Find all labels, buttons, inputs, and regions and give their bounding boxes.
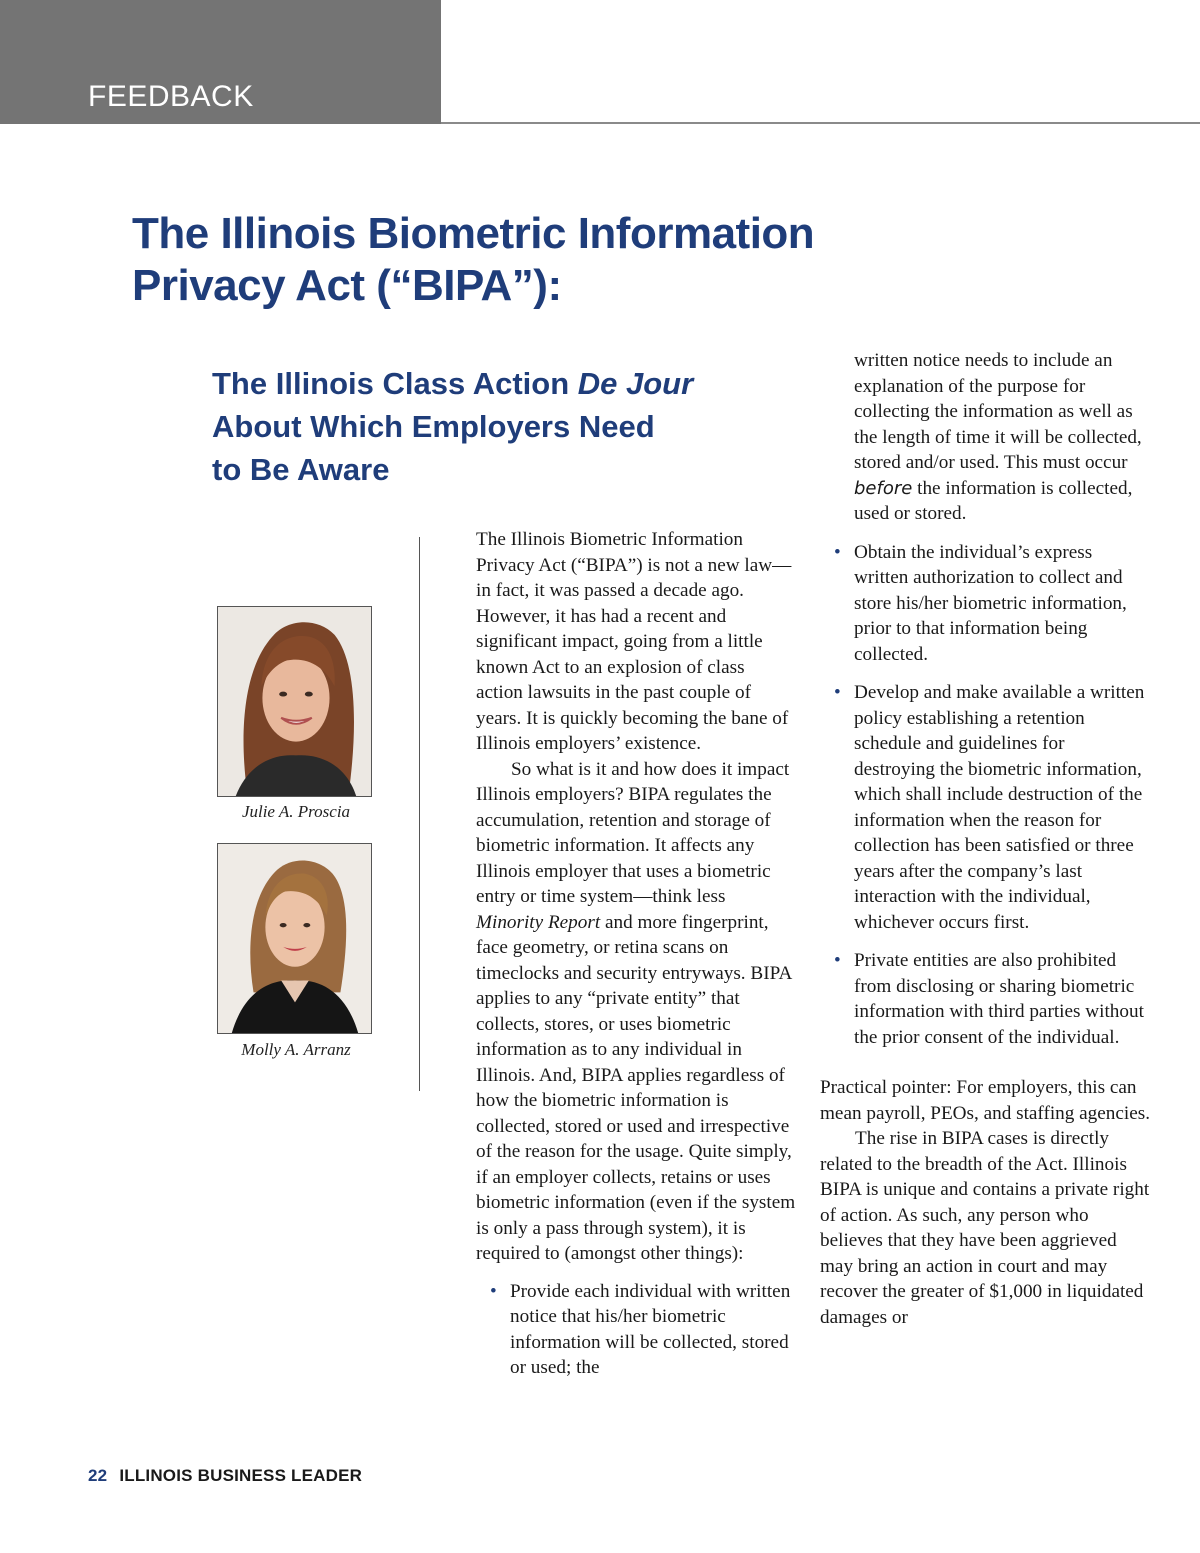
publication-name: ILLINOIS BUSINESS LEADER [119,1466,363,1485]
bullet-1-cont-part-a: written notice needs to include an explanation of the purpose for collecting the information as well as the length of time it will be collected, stored and/or used. This must occur [854,350,1142,473]
practical-pointer: Practical pointer: For employers, this can mean payroll, PEOs, and staffing agencies. [820,1077,1151,1124]
page-number: 22 [88,1466,108,1485]
paragraph-2-part-a: So what is it and how does it impact Illinois employers? BIPA regulates the accumulation, retention and storage of biometric information. It affects any Illinois employer that uses a biometric entry or time system—think less [476,758,790,907]
author-caption-1: Julie A. Proscia [241,802,351,821]
subtitle-part-a: The Illinois Class Action [212,366,578,401]
section-label: FEEDBACK [88,80,254,113]
body-paragraph-3: The rise in BIPA cases is directly related to the breadth of the Act. Illinois BIPA is unique and contains a private right of action. As such, any person who believes that they have been aggrieved may bring an action in court and may recover the greater of $1,000 in liquidated damages or [820,1128,1150,1328]
bullet-1-continuation [820,348,1150,527]
requirements-list [476,1279,796,1381]
header-rule [441,122,1200,124]
bullet-1-cont-emphasis: before [854,477,913,499]
subtitle-emphasis: De Jour [577,366,694,401]
body-paragraph-2 [476,757,796,1267]
article-subtitle [212,362,772,491]
list-item: • Private entities are also prohibited from disclosing or sharing biometric information with third parties without the prior consent of the individual. [854,948,1150,1050]
body-paragraph-1: The Illinois Biometric Information Privacy Act (“BIPA”) is not a new law—in fact, it was passed a decade ago. However, it has had a recent and significant impact, going from a little known Act to an explosion of class action lawsuits in the past couple of years. It is quickly becoming the bane of Illinois employers’ existence. [476,529,792,754]
title-line-1: The Illinois Biometric Information [132,209,815,258]
page-footer [88,1466,362,1486]
subtitle-part-b: About Which Employers Need [212,409,655,444]
title-line-2: Privacy Act (“BIPA”): [132,261,562,310]
author-photo-arranz [217,843,372,1034]
requirements-list-continued [820,540,1150,1051]
article-title [132,208,892,312]
body-column-2 [820,348,1150,1330]
author-caption-2: Molly A. Arranz [241,1040,351,1059]
list-item: • Provide each individual with written notice that his/her biometric information will be collected, stored or used; the [510,1279,796,1381]
body-column-1 [476,527,796,1381]
paragraph-2-part-b: and more fingerprint, face geometry, or retina scans on timeclocks and security entryways. BIPA applies to any “private entity” that collects, stores, or uses biometric information as to any individual in Illinois. And, BIPA applies regardless of how the biometric information is collected, stored or used and irrespective of the reason for the usage. Quite simply, if an employer collects, retains or uses biometric information (even if the system is only a pass through system), it is required to (amongst other things): [476,911,796,1264]
list-item: • Develop and make available a written policy establishing a retention schedule and guidelines for destroying the biometric information, which shall include destruction of the information when the reason for collection has been satisfied or three years after the company’s last interaction with the individual, whichever occurs first. [854,680,1150,935]
list-item: • Obtain the individual’s express written authorization to collect and store his/her biometric information, prior to that information being collected. [854,540,1150,668]
subtitle-part-c: to Be Aware [212,452,390,487]
author-photo-proscia [217,606,372,797]
bullet-1-cont-part-b: the information is collected, used or stored. [854,477,1133,524]
paragraph-2-emphasis: Minority Report [476,911,601,933]
column-divider [419,537,420,1091]
